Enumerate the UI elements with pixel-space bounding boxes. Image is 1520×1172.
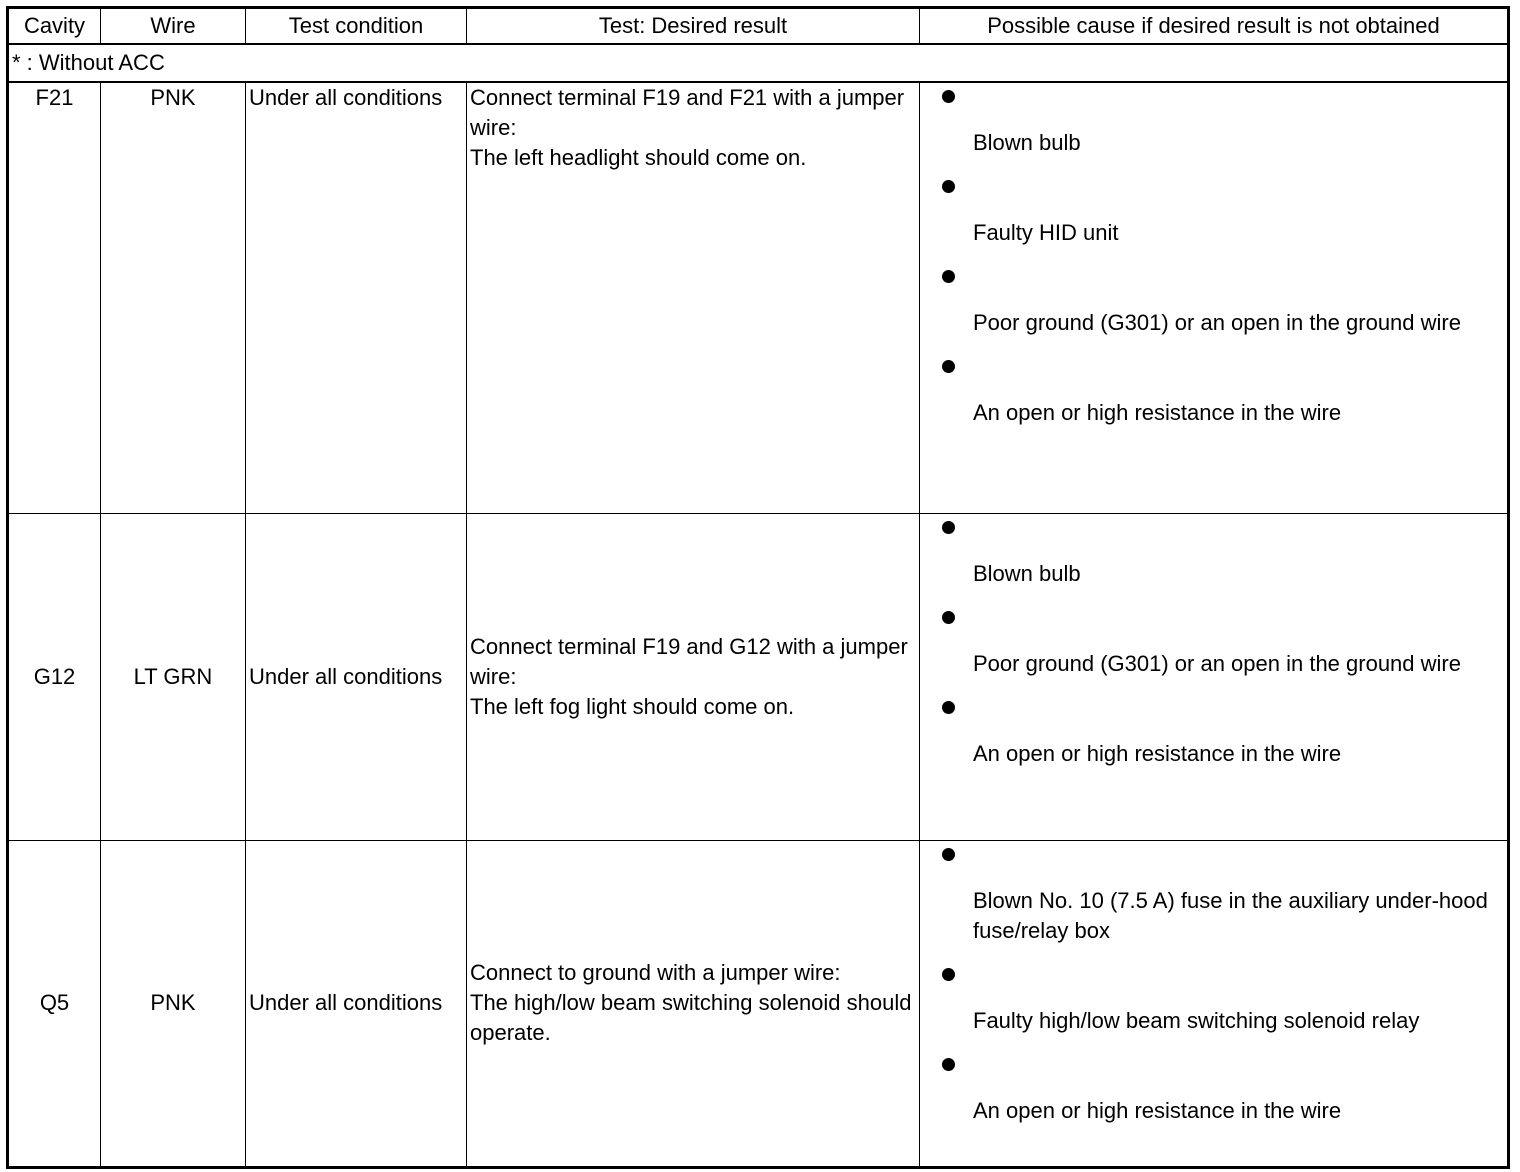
note-row — [8, 44, 1509, 82]
bullet-icon — [942, 90, 955, 103]
cause-text: An open or high resistance in the wire — [973, 740, 1342, 766]
bullet-icon — [942, 1058, 955, 1071]
result-line: Connect terminal F19 and F21 with a jumper wire: — [470, 85, 905, 140]
bullet-icon — [942, 180, 955, 193]
cause-item — [923, 694, 1504, 784]
cause-text: An open or high resistance in the wire — [973, 1097, 1342, 1123]
condition-cell: Under all conditions — [246, 840, 467, 1167]
cause-text: Faulty high/low beam switching solenoid relay — [973, 1007, 1420, 1033]
wire-cell: LT GRN — [101, 513, 246, 840]
table-row — [8, 513, 1509, 840]
result-line: The left headlight should come on. — [470, 145, 807, 170]
note-text: * : Without ACC — [8, 44, 1509, 82]
bullet-icon — [942, 521, 955, 534]
cause-text: Blown bulb — [973, 560, 1081, 586]
cause-item — [923, 604, 1504, 694]
cause-list — [923, 83, 1504, 443]
table-row — [8, 840, 1509, 1167]
result-line: Connect terminal F19 and G12 with a jumper wire: — [470, 633, 908, 689]
header-wire: Wire — [101, 8, 246, 45]
bullet-icon — [942, 968, 955, 981]
header-possible-cause: Possible cause if desired result is not obtained — [920, 8, 1509, 45]
header-test-condition: Test condition — [246, 8, 467, 45]
cause-cell — [920, 513, 1509, 840]
cause-item — [923, 841, 1504, 961]
cause-text: Blown No. 10 (7.5 A) fuse in the auxiliary under-hood fuse/relay box — [973, 887, 1488, 943]
result-cell — [467, 840, 920, 1167]
header-desired-result: Test: Desired result — [467, 8, 920, 45]
result-line: The high/low beam switching solenoid should operate. — [470, 990, 912, 1045]
header-cavity: Cavity — [8, 8, 101, 45]
cause-item — [923, 1051, 1504, 1141]
cause-item — [923, 514, 1504, 604]
bullet-icon — [942, 611, 955, 624]
cavity-cell: G12 — [8, 513, 101, 840]
cause-item — [923, 353, 1504, 443]
cause-text: Blown bulb — [973, 130, 1081, 155]
wire-cell: PNK — [101, 82, 246, 513]
table-row — [8, 82, 1509, 513]
result-cell — [467, 513, 920, 840]
cause-text: Poor ground (G301) or an open in the ground wire — [973, 650, 1461, 676]
cause-item — [923, 83, 1504, 173]
bullet-icon — [942, 701, 955, 714]
cause-cell — [920, 840, 1509, 1167]
cavity-cell: F21 — [8, 82, 101, 513]
bullet-icon — [942, 848, 955, 861]
cause-text: An open or high resistance in the wire — [973, 400, 1342, 425]
cause-item — [923, 173, 1504, 263]
wire-cell: PNK — [101, 840, 246, 1167]
bullet-icon — [942, 270, 955, 283]
cause-text: Poor ground (G301) or an open in the ground wire — [973, 310, 1461, 335]
result-line: Connect to ground with a jumper wire: — [470, 960, 841, 985]
connector-test-table — [6, 6, 1510, 1169]
cause-text: Faulty HID unit — [973, 220, 1119, 245]
bullet-icon — [942, 360, 955, 373]
cause-item — [923, 263, 1504, 353]
result-cell — [467, 82, 920, 513]
condition-cell: Under all conditions — [246, 82, 467, 513]
cause-item — [923, 961, 1504, 1051]
cause-cell — [920, 82, 1509, 513]
cause-list — [923, 841, 1504, 1141]
header-row — [8, 8, 1509, 45]
result-line: The left fog light should come on. — [470, 693, 795, 719]
cause-list — [923, 514, 1504, 784]
condition-cell: Under all conditions — [246, 513, 467, 840]
cavity-cell: Q5 — [8, 840, 101, 1167]
